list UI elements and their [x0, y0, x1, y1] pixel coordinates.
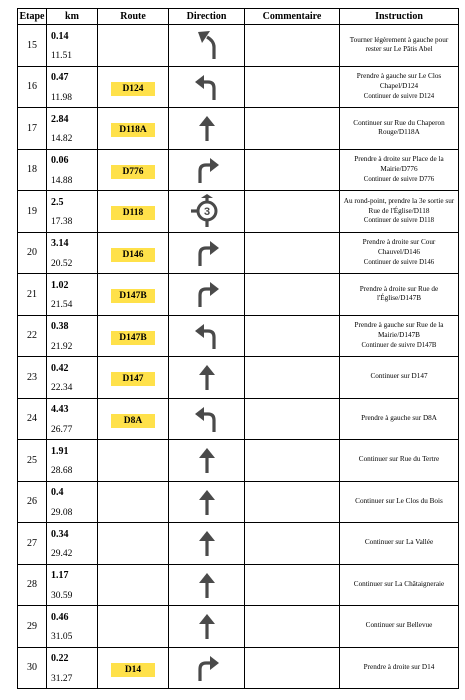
direction-cell	[169, 564, 245, 606]
etape-cell: 15	[18, 25, 47, 67]
instruction-text: Prendre à droite sur Cour Chauvel/D146	[362, 238, 436, 257]
etape-cell: 30	[18, 647, 47, 689]
commentaire-cell	[245, 149, 340, 191]
km-step: 4.43	[51, 404, 69, 415]
route-cell	[98, 606, 169, 648]
km-total: 21.92	[51, 341, 73, 352]
route-cell	[98, 564, 169, 606]
direction-cell	[169, 191, 245, 233]
route-badge: D147B	[111, 331, 155, 345]
km-step: 1.91	[51, 445, 69, 457]
km-cell	[47, 357, 98, 399]
route-cell	[98, 523, 169, 565]
turn-right-icon	[192, 653, 222, 683]
instruction-cell	[340, 440, 459, 482]
instruction-note: Continuer de suivre D776	[363, 175, 435, 183]
route-cell	[98, 315, 169, 357]
direction-cell	[169, 66, 245, 108]
direction-cell	[169, 232, 245, 274]
table-row	[18, 440, 459, 482]
header-km: km	[47, 9, 98, 25]
table-row	[18, 523, 459, 565]
route-cell	[98, 191, 169, 233]
instruction-cell	[340, 108, 459, 150]
instruction-text: Prendre à gauche sur Le Clos Chapel/D124	[356, 72, 442, 91]
route-badge: D146	[111, 248, 155, 262]
route-badge: D776	[111, 165, 155, 179]
bear-left-icon	[192, 29, 222, 61]
km-cell	[47, 108, 98, 150]
instruction-cell	[340, 232, 459, 274]
km-cell	[47, 232, 98, 274]
header-etape: Etape	[18, 9, 47, 25]
table-row	[18, 191, 459, 233]
instruction-note: Continuer de suivre D147B	[361, 341, 437, 349]
turn-right-icon	[192, 155, 222, 185]
direction-cell	[169, 149, 245, 191]
header-route: Route	[98, 9, 169, 25]
commentaire-cell	[245, 564, 340, 606]
instruction-note: Continuer de suivre D146	[363, 258, 435, 266]
etape-cell: 29	[18, 606, 47, 648]
route-cell	[98, 440, 169, 482]
commentaire-cell	[245, 108, 340, 150]
km-total: 11.51	[51, 51, 73, 62]
route-badge: D147	[111, 372, 155, 386]
km-total: 17.38	[51, 217, 73, 228]
turn-left-icon	[192, 404, 222, 434]
roundabout-exit-3-icon	[190, 194, 224, 228]
etape-cell: 18	[18, 149, 47, 191]
instruction-text: Continuer sur Bellevue	[365, 621, 433, 630]
commentaire-cell	[245, 25, 340, 67]
instruction-note: Continuer de suivre D124	[363, 92, 435, 100]
km-step: 1.02	[51, 279, 69, 291]
commentaire-cell	[245, 440, 340, 482]
instruction-text: Continuer sur Rue du Tertre	[358, 455, 440, 464]
etape-cell: 26	[18, 481, 47, 523]
route-badge: D118	[111, 206, 155, 220]
commentaire-cell	[245, 232, 340, 274]
km-total: 31.05	[51, 632, 73, 643]
km-step: 0.4	[51, 487, 64, 498]
etape-cell: 27	[18, 523, 47, 565]
turn-left-icon	[192, 72, 222, 102]
header-instruction: Instruction	[340, 9, 459, 25]
km-total: 14.82	[51, 134, 73, 145]
instruction-text: Continuer sur La Vallée	[364, 538, 434, 547]
instruction-cell	[340, 357, 459, 399]
table-row	[18, 606, 459, 648]
instruction-note: Continuer de suivre D118	[363, 217, 435, 225]
km-total: 11.98	[51, 92, 73, 103]
route-cell	[98, 108, 169, 150]
etape-cell: 16	[18, 66, 47, 108]
route-cell	[98, 232, 169, 274]
etape-cell: 22	[18, 315, 47, 357]
straight-icon	[194, 487, 220, 517]
km-step: 2.5	[51, 196, 64, 208]
commentaire-cell	[245, 274, 340, 316]
route-badge: D147B	[111, 289, 155, 303]
km-step: 0.46	[51, 611, 69, 623]
svg-text:3: 3	[203, 206, 210, 219]
km-cell	[47, 274, 98, 316]
route-cell	[98, 25, 169, 67]
km-total: 28.68	[51, 466, 73, 477]
instruction-cell	[340, 315, 459, 357]
table-row	[18, 398, 459, 440]
km-cell	[47, 440, 98, 482]
roadbook-table	[17, 8, 459, 689]
route-badge: D14	[111, 663, 155, 677]
header-direction: Direction	[169, 9, 245, 25]
table-row	[18, 25, 459, 67]
commentaire-cell	[245, 481, 340, 523]
turn-right-icon	[192, 279, 222, 309]
etape-cell: 17	[18, 108, 47, 150]
turn-left-icon	[192, 321, 222, 351]
km-step: 0.42	[51, 362, 69, 374]
km-cell	[47, 191, 98, 233]
km-total: 29.42	[51, 549, 73, 560]
instruction-cell	[340, 274, 459, 316]
commentaire-cell	[245, 66, 340, 108]
table-row	[18, 274, 459, 316]
km-cell	[47, 647, 98, 689]
km-step: 0.06	[51, 155, 69, 166]
km-total: 14.88	[51, 175, 73, 186]
header-commentaire: Commentaire	[245, 9, 340, 25]
route-cell	[98, 647, 169, 689]
turn-right-icon	[192, 238, 222, 268]
instruction-cell	[340, 149, 459, 191]
straight-icon	[194, 445, 220, 475]
route-cell	[98, 66, 169, 108]
km-cell	[47, 523, 98, 565]
direction-cell	[169, 315, 245, 357]
km-cell	[47, 66, 98, 108]
instruction-text: Continuer sur Rue du Chaperon Rouge/D118A	[353, 118, 445, 137]
direction-cell	[169, 481, 245, 523]
instruction-cell	[340, 647, 459, 689]
instruction-text: Continuer sur La Châtaigneraie	[353, 579, 445, 588]
direction-cell	[169, 606, 245, 648]
instruction-cell	[340, 564, 459, 606]
route-badge: D124	[111, 82, 155, 96]
table-row	[18, 232, 459, 274]
km-total: 20.52	[51, 258, 73, 269]
direction-cell	[169, 274, 245, 316]
etape-cell: 23	[18, 357, 47, 399]
km-step: 3.14	[51, 238, 69, 249]
instruction-cell	[340, 606, 459, 648]
instruction-text: Prendre à droite sur Rue de l'Église/D147B	[359, 284, 439, 303]
instruction-text: Continuer sur D147	[370, 372, 428, 381]
km-total: 26.77	[51, 424, 73, 435]
direction-cell	[169, 357, 245, 399]
commentaire-cell	[245, 647, 340, 689]
etape-cell: 28	[18, 564, 47, 606]
straight-icon	[194, 113, 220, 143]
table-row	[18, 357, 459, 399]
km-cell	[47, 481, 98, 523]
km-step: 0.38	[51, 321, 69, 332]
km-total: 31.27	[51, 673, 73, 684]
instruction-text: Prendre à droite sur D14	[363, 662, 435, 671]
direction-cell	[169, 440, 245, 482]
route-cell	[98, 274, 169, 316]
straight-icon	[194, 362, 220, 392]
instruction-text: Prendre à gauche sur D8A	[361, 413, 437, 422]
km-total: 30.59	[51, 590, 73, 601]
commentaire-cell	[245, 315, 340, 357]
km-cell	[47, 606, 98, 648]
km-total: 29.08	[51, 507, 73, 518]
instruction-text: Au rond-point, prendre la 3e sortie sur Rue de l'Église/D118	[343, 196, 455, 215]
table-row	[18, 481, 459, 523]
etape-cell: 24	[18, 398, 47, 440]
km-total: 22.34	[51, 383, 73, 394]
commentaire-cell	[245, 357, 340, 399]
table-row	[18, 108, 459, 150]
instruction-cell	[340, 66, 459, 108]
route-cell	[98, 481, 169, 523]
instruction-text: Prendre à droite sur Place de la Mairie/D776	[354, 155, 444, 174]
km-step: 0.34	[51, 528, 69, 540]
route-cell	[98, 398, 169, 440]
direction-cell	[169, 398, 245, 440]
commentaire-cell	[245, 191, 340, 233]
km-cell	[47, 564, 98, 606]
etape-cell: 21	[18, 274, 47, 316]
table-row	[18, 149, 459, 191]
km-step: 0.22	[51, 653, 69, 664]
table-row	[18, 315, 459, 357]
instruction-text: Prendre à gauche sur Rue de la Mairie/D147B	[354, 321, 444, 340]
km-total: 21.54	[51, 300, 73, 311]
instruction-cell	[340, 25, 459, 67]
commentaire-cell	[245, 523, 340, 565]
instruction-cell	[340, 191, 459, 233]
route-badge: D118A	[111, 123, 155, 137]
instruction-cell	[340, 523, 459, 565]
straight-icon	[194, 611, 220, 641]
direction-cell	[169, 647, 245, 689]
km-step: 0.14	[51, 30, 69, 42]
commentaire-cell	[245, 606, 340, 648]
instruction-cell	[340, 481, 459, 523]
km-step: 2.84	[51, 113, 69, 125]
table-row	[18, 66, 459, 108]
table-header-row	[18, 9, 459, 25]
etape-cell: 25	[18, 440, 47, 482]
km-cell	[47, 398, 98, 440]
straight-icon	[194, 570, 220, 600]
etape-cell: 19	[18, 191, 47, 233]
direction-cell	[169, 25, 245, 67]
commentaire-cell	[245, 398, 340, 440]
roadbook-body	[18, 25, 459, 689]
etape-cell: 20	[18, 232, 47, 274]
instruction-text: Tourner légèrement à gauche pour rester sur Le Pâtis Abel	[349, 35, 449, 54]
instruction-text: Continuer sur Le Clos du Bois	[355, 496, 443, 505]
km-step: 1.17	[51, 570, 69, 581]
table-row	[18, 564, 459, 606]
instruction-cell	[340, 398, 459, 440]
km-step: 0.47	[51, 72, 69, 83]
route-cell	[98, 149, 169, 191]
route-badge: D8A	[111, 414, 155, 428]
table-row	[18, 647, 459, 689]
km-cell	[47, 25, 98, 67]
route-cell	[98, 357, 169, 399]
km-cell	[47, 315, 98, 357]
direction-cell	[169, 108, 245, 150]
km-cell	[47, 149, 98, 191]
direction-cell	[169, 523, 245, 565]
straight-icon	[194, 528, 220, 558]
